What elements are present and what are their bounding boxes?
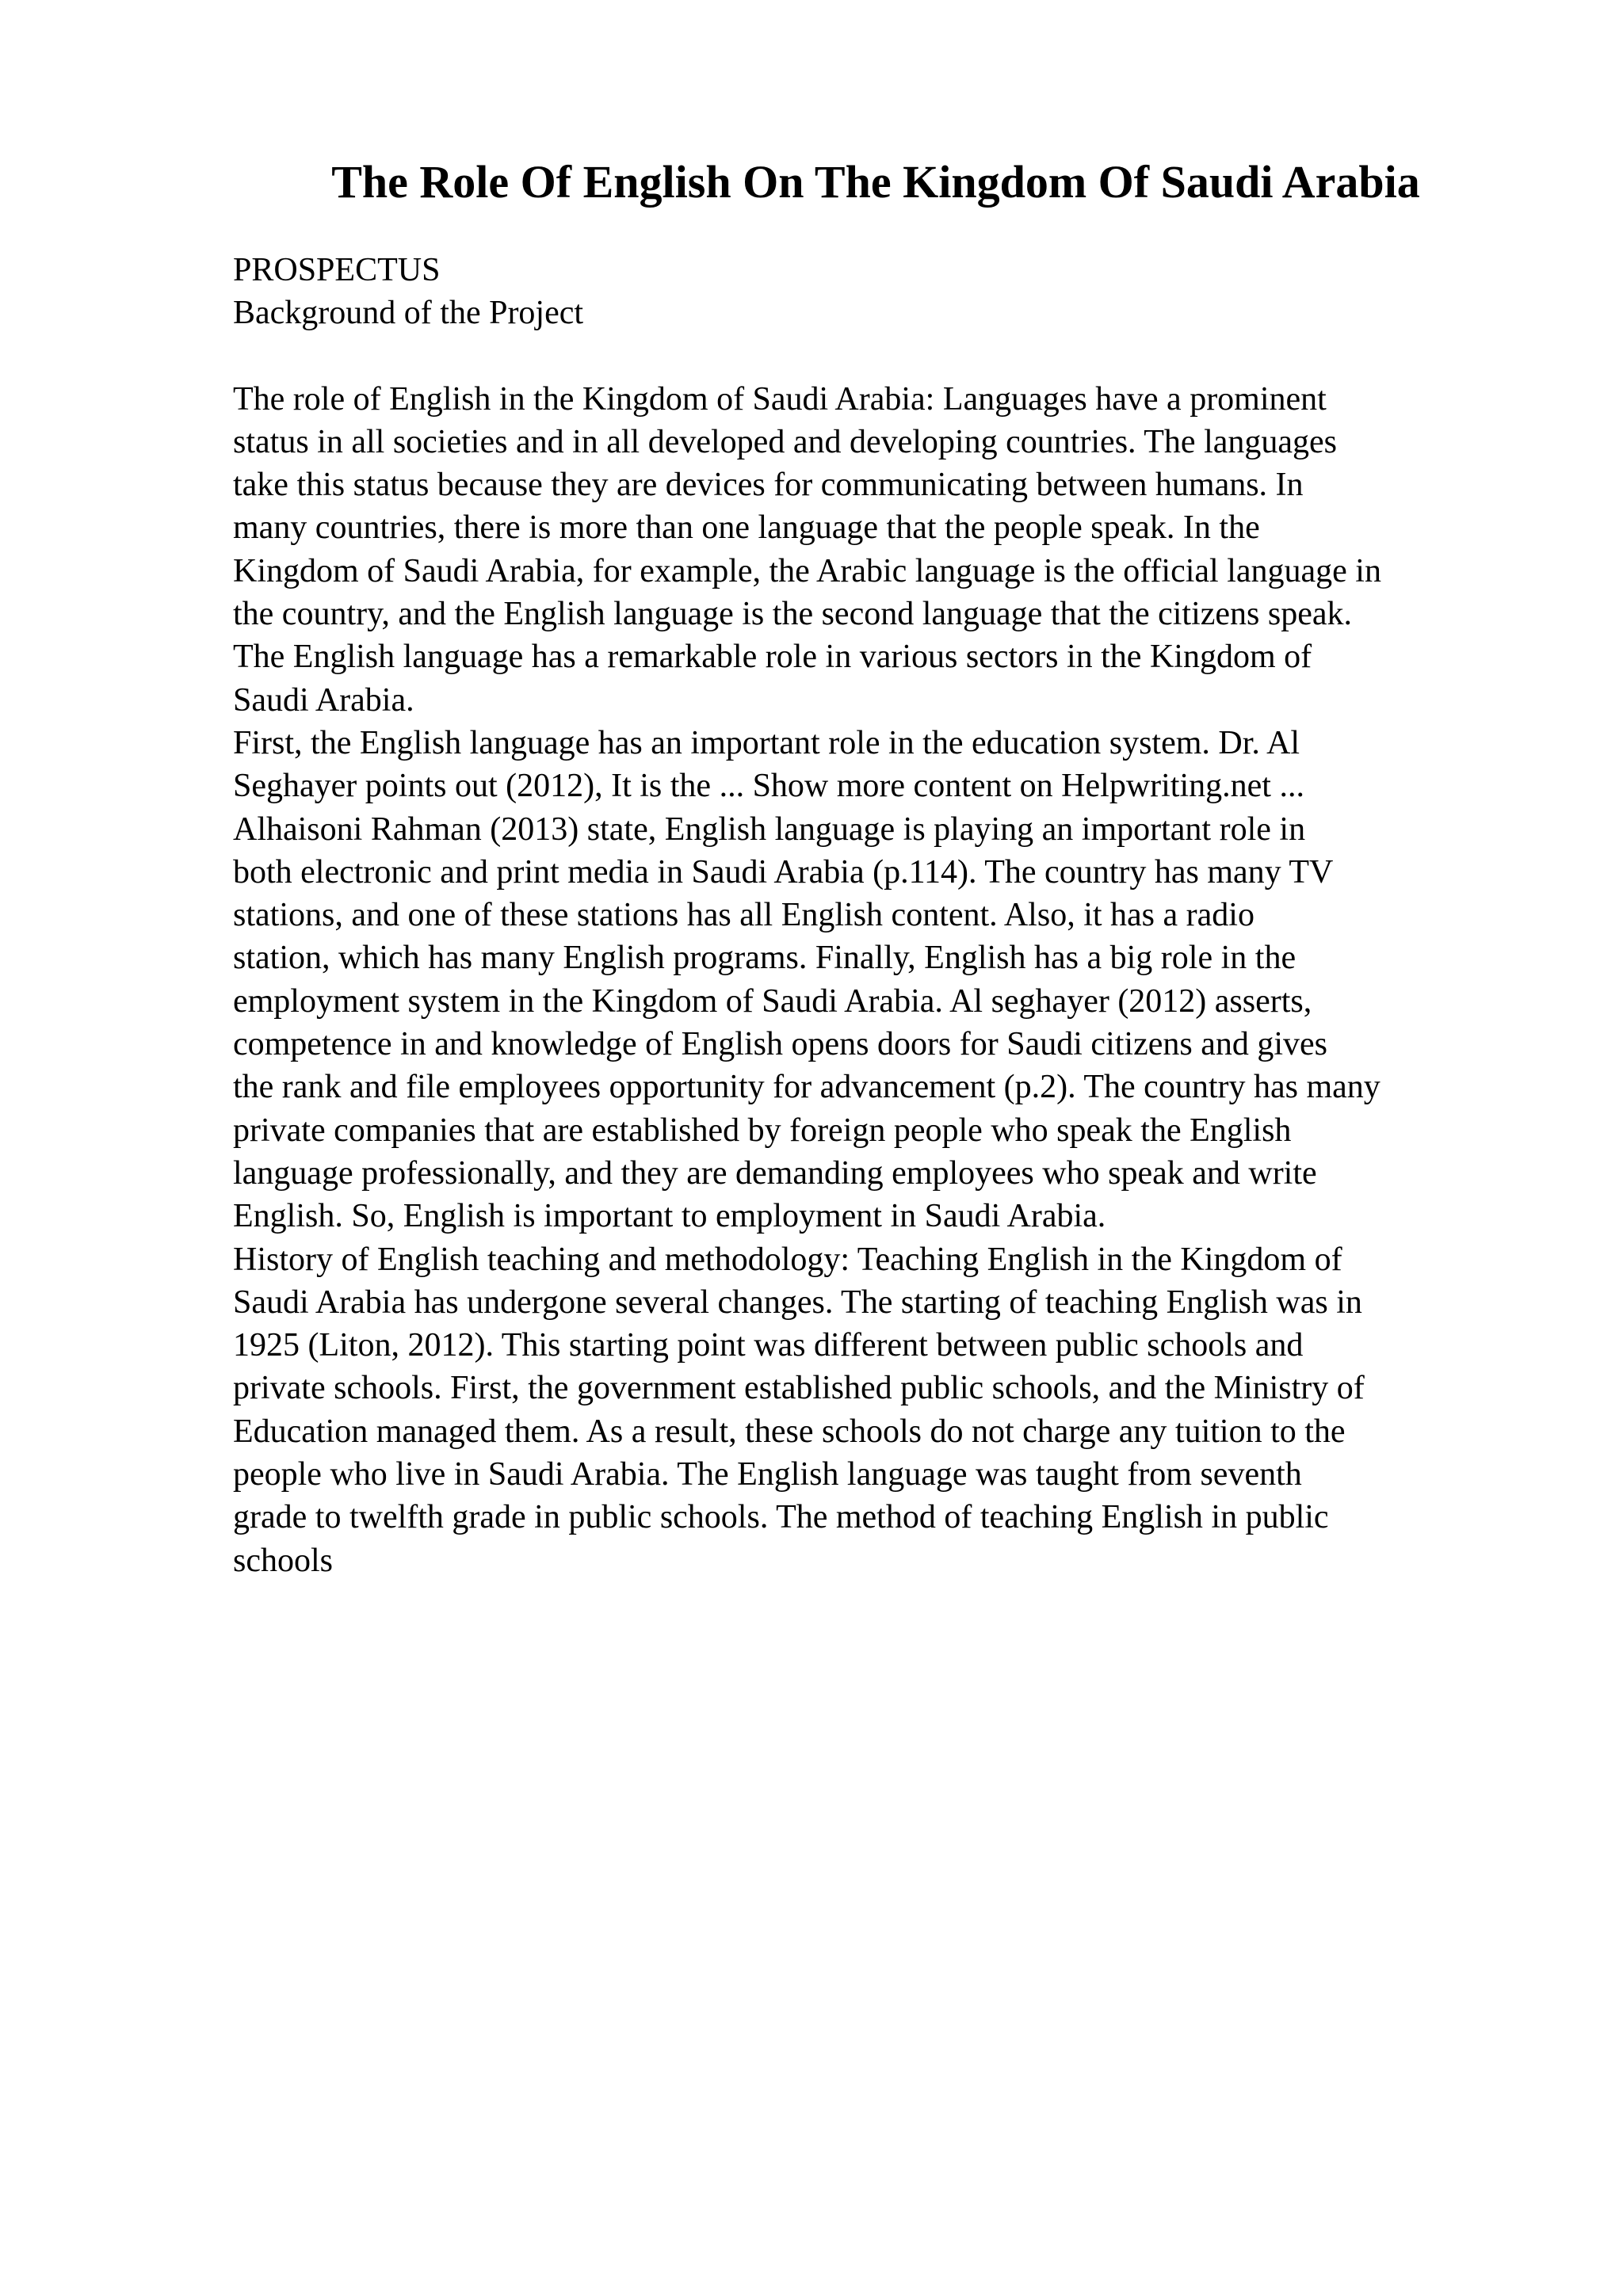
text-line: the country, and the English language is the second language that the citizens speak. xyxy=(233,596,1353,633)
text-line: History of English teaching and methodology: Teaching English in the Kingdom of xyxy=(233,1241,1342,1278)
text-line: grade to twelfth grade in public schools. The method of teaching English in public xyxy=(233,1499,1329,1536)
section-subheading: Background of the Project xyxy=(233,295,584,332)
text-line: private schools. First, the government established public schools, and the Ministry of xyxy=(233,1370,1365,1407)
text-line: Saudi Arabia. xyxy=(233,681,414,719)
text-line: many countries, there is more than one language that the people speak. In the xyxy=(233,509,1260,547)
text-line: 1925 (Liton, 2012). This starting point was different between public schools and xyxy=(233,1327,1304,1364)
text-line: language professionally, and they are demanding employees who speak and write xyxy=(233,1154,1317,1192)
text-line: Alhaisoni Rahman (2013) state, English language is playing an important role in xyxy=(233,810,1306,848)
text-line: status in all societies and in all developed and developing countries. The languages xyxy=(233,423,1338,460)
section-label: PROSPECTUS xyxy=(233,252,441,288)
text-line: Seghayer points out (2012), It is the ... Show more content on Helpwriting.net ... xyxy=(233,768,1304,805)
text-line: Education managed them. As a result, these schools do not charge any tuition to the xyxy=(233,1413,1346,1450)
text-line: competence in and knowledge of English opens doors for Saudi citizens and gives xyxy=(233,1026,1327,1063)
text-line: the rank and file employees opportunity for advancement (p.2). The country has many xyxy=(233,1069,1381,1106)
text-line: people who live in Saudi Arabia. The English language was taught from seventh xyxy=(233,1456,1302,1493)
text-line: The English language has a remarkable role in various sectors in the Kingdom of xyxy=(233,639,1312,676)
text-line: The role of English in the Kingdom of Saudi Arabia: Languages have a prominent xyxy=(233,380,1327,418)
text-line: stations, and one of these stations has all English content. Also, it has a radio xyxy=(233,897,1254,934)
text-line: station, which has many English programs. Finally, English has a big role in the xyxy=(233,940,1296,977)
text-line: both electronic and print media in Saudi Arabia (p.114). The country has many TV xyxy=(233,853,1334,891)
document-title: The Role Of English On The Kingdom Of Saudi Arabia xyxy=(331,156,1420,208)
text-line: employment system in the Kingdom of Saudi Arabia. Al seghayer (2012) asserts, xyxy=(233,982,1312,1020)
text-line: schools xyxy=(233,1542,333,1579)
text-line: Kingdom of Saudi Arabia, for example, the Arabic language is the official language in xyxy=(233,552,1381,589)
text-line: private companies that are established by foreign people who speak the English xyxy=(233,1112,1292,1149)
paragraph-gap xyxy=(233,335,1612,378)
document-body xyxy=(233,249,1612,1582)
text-line: English. So, English is important to employment in Saudi Arabia. xyxy=(233,1198,1106,1235)
text-line: Saudi Arabia has undergone several changes. The starting of teaching English was in xyxy=(233,1283,1362,1321)
text-line: take this status because they are devices for communicating between humans. In xyxy=(233,467,1304,504)
text-line: First, the English language has an important role in the education system. Dr. Al xyxy=(233,724,1300,761)
